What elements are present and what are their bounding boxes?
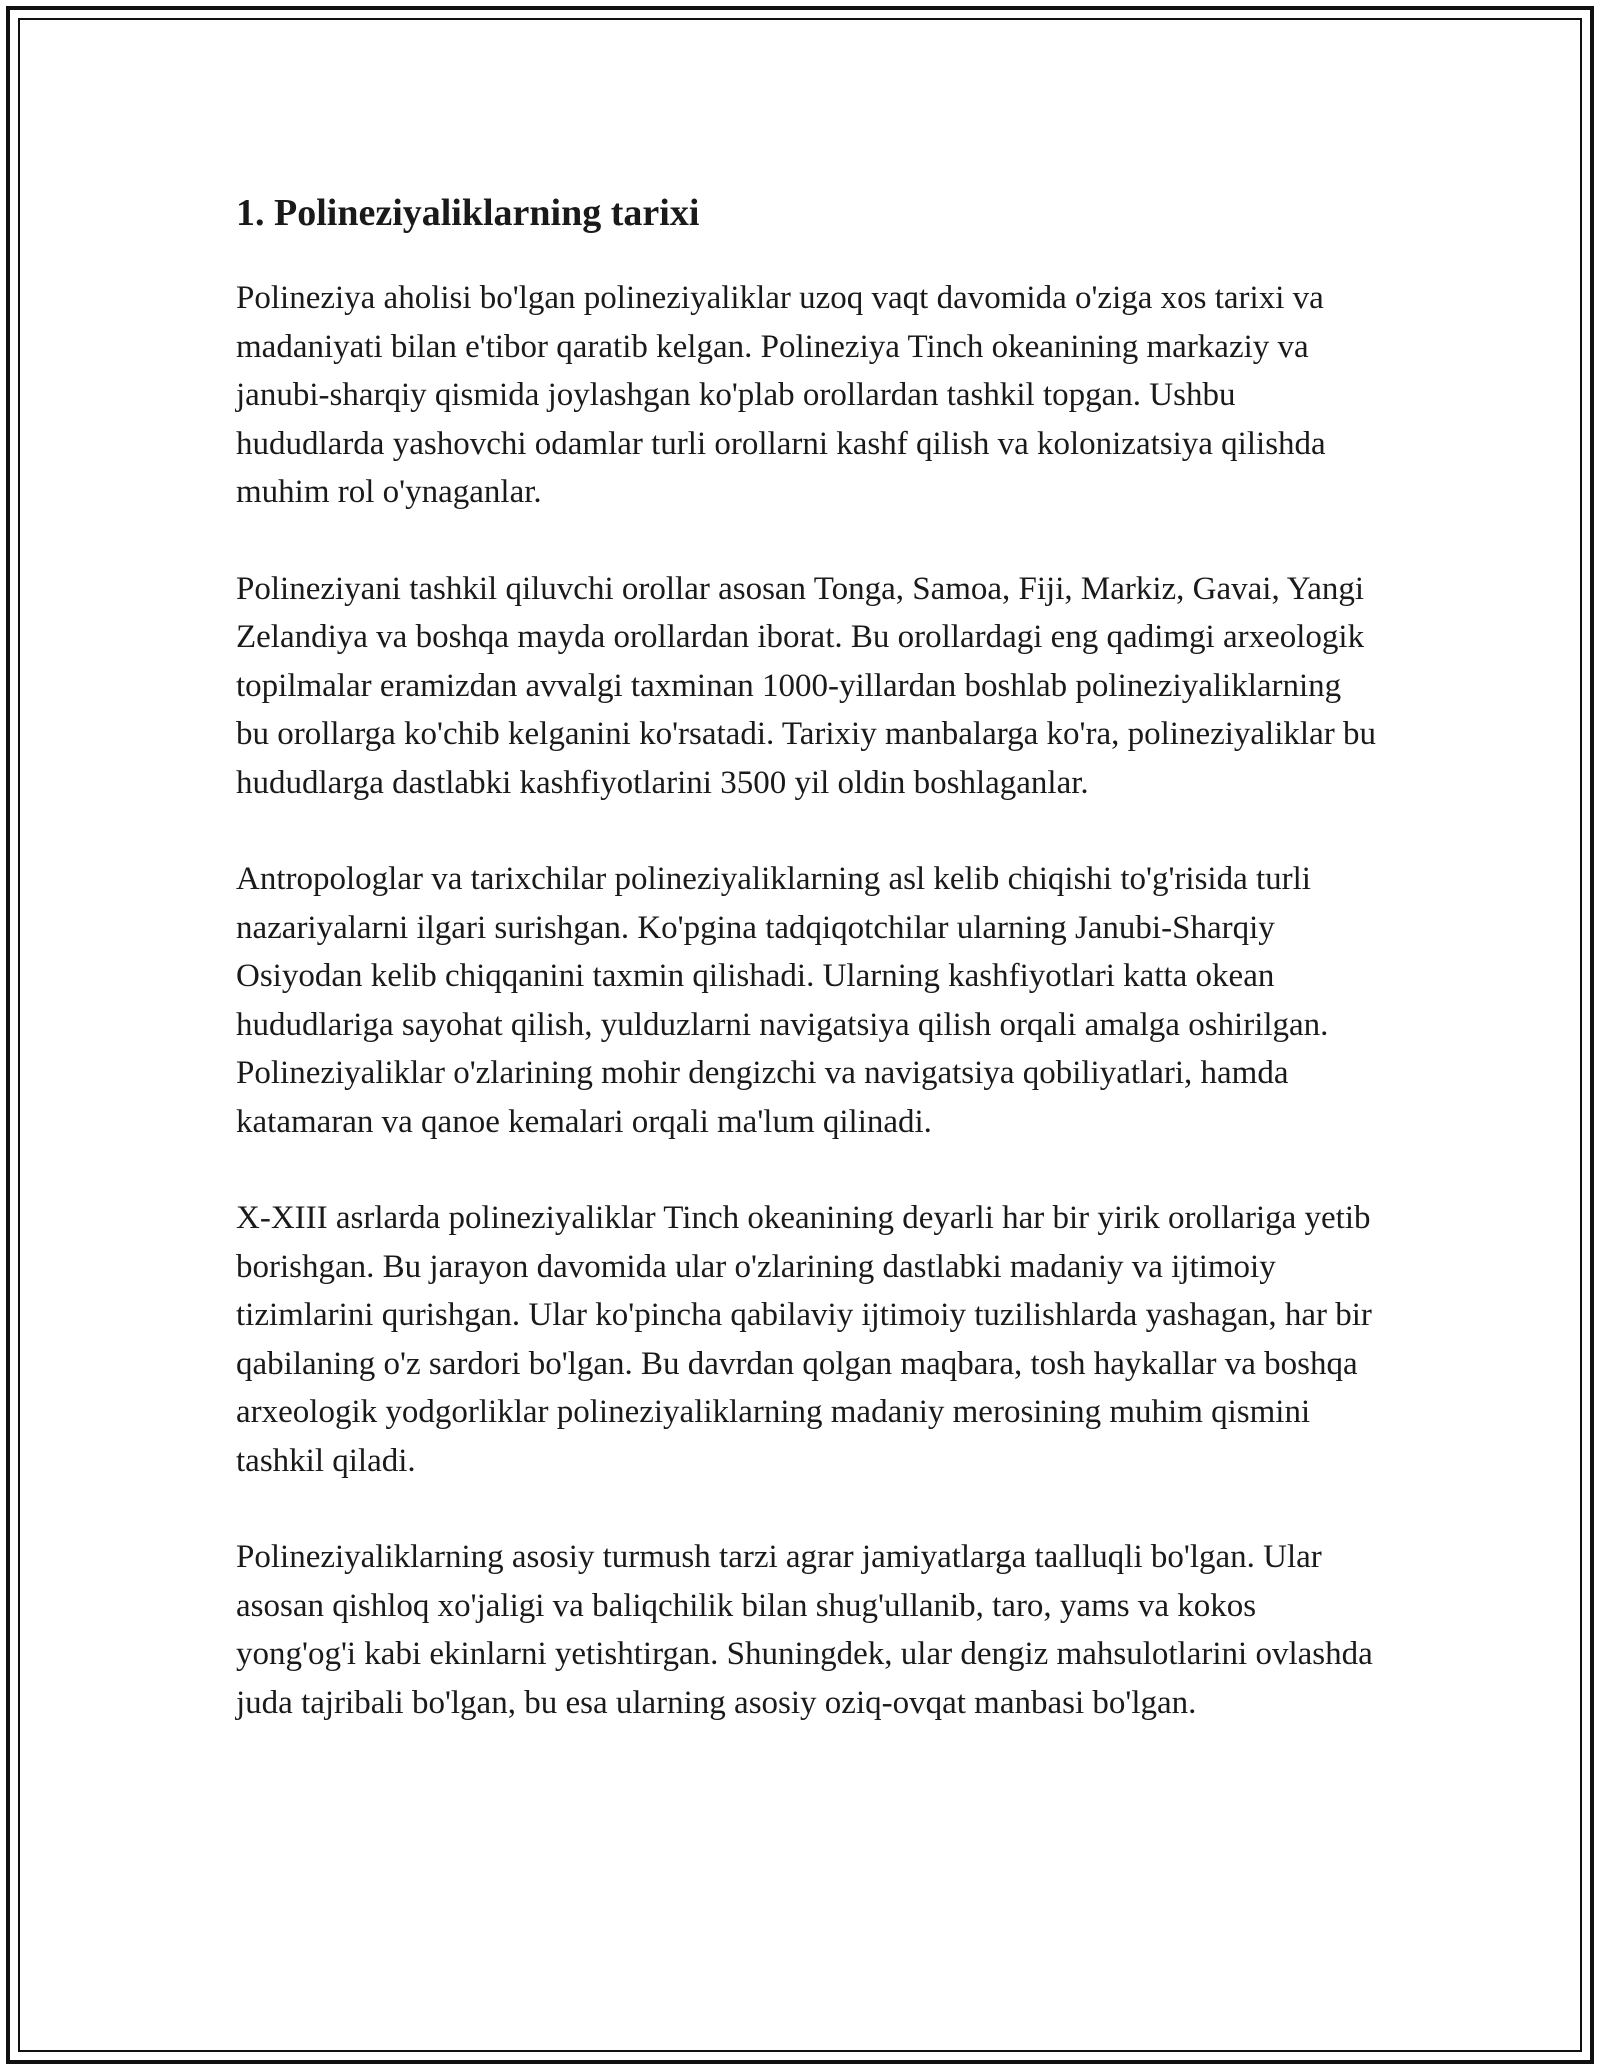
document-body	[236, 188, 1376, 1775]
paragraph-1: Polineziya aholisi bo'lgan polineziyaliklar uzoq vaqt davomida o'ziga xos tarixi va madaniyati bilan e'tibor qaratib kelgan. Polineziya Tinch okeanining markaziy va janubi-sharqiy qismida joylashgan ko'plab orollardan tashkil topgan. Ushbu hududlarda yashovchi odamlar turli orollarni kashf qilish va kolonizatsiya qilishda muhim rol o'ynaganlar.	[236, 280, 1326, 510]
paragraph-2: Polineziyani tashkil qiluvchi orollar asosan Tonga, Samoa, Fiji, Markiz, Gavai, Yangi Zelandiya va boshqa mayda orollardan iborat. Bu orollardagi eng qadimgi arxeologik topilmalar eramizdan avvalgi taxminan 1000-yillardan boshlab polineziyaliklarning bu orollarga ko'chib kelganini ko'rsatadi. Tarixiy manbalarga ko'ra, polineziyaliklar bu hududlarga dastlabki kashfiyotlarini 3500 yil oldin boshlaganlar.	[236, 570, 1376, 801]
paragraph-5: Polineziyaliklarning asosiy turmush tarzi agrar jamiyatlarga taalluqli bo'lgan. Ular asosan qishloq xo'jaligi va baliqchilik bilan shug'ullanib, taro, yams va kokos yong'og'i kabi ekinlarni yetishtirgan. Shuningdek, ular dengiz mahsulotlarini ovlashda juda tajribali bo'lgan, bu esa ularning asosiy oziq-ovqat manbasi bo'lgan.	[236, 1539, 1373, 1721]
section-heading: 1. Polineziyaliklarning tarixi	[236, 192, 700, 234]
paragraph-3: Antropologlar va tarixchilar polineziyaliklarning asl kelib chiqishi to'g'risida turli nazariyalarni ilgari surishgan. Ko'pgina tadqiqotchilar ularning Janubi-Sharqiy Osiyodan kelib chiqqanini taxmin qilishadi. Ularning kashfiyotlari katta okean hududlariga sayohat qilish, yulduzlarni navigatsiya qilish orqali amalga oshirilgan. Polineziyaliklar o'zlarining mohir dengizchi va navigatsiya qobiliyatlari, hamda katamaran va qanoe kemalari orqali ma'lum qilinadi.	[236, 861, 1329, 1140]
paragraph-4: X-XIII asrlarda polineziyaliklar Tinch okeanining deyarli har bir yirik orollariga yetib borishgan. Bu jarayon davomida ular o'zlarining dastlabki madaniy va ijtimoiy tizimlarini qurishgan. Ular ko'pincha qabilaviy ijtimoiy tuzilishlarda yashagan, har bir qabilaning o'z sardori bo'lgan. Bu davrdan qolgan maqbara, tosh haykallar va boshqa arxeologik yodgorliklar polineziyaliklarning madaniy merosining muhim qismini tashkil qiladi.	[236, 1200, 1372, 1479]
